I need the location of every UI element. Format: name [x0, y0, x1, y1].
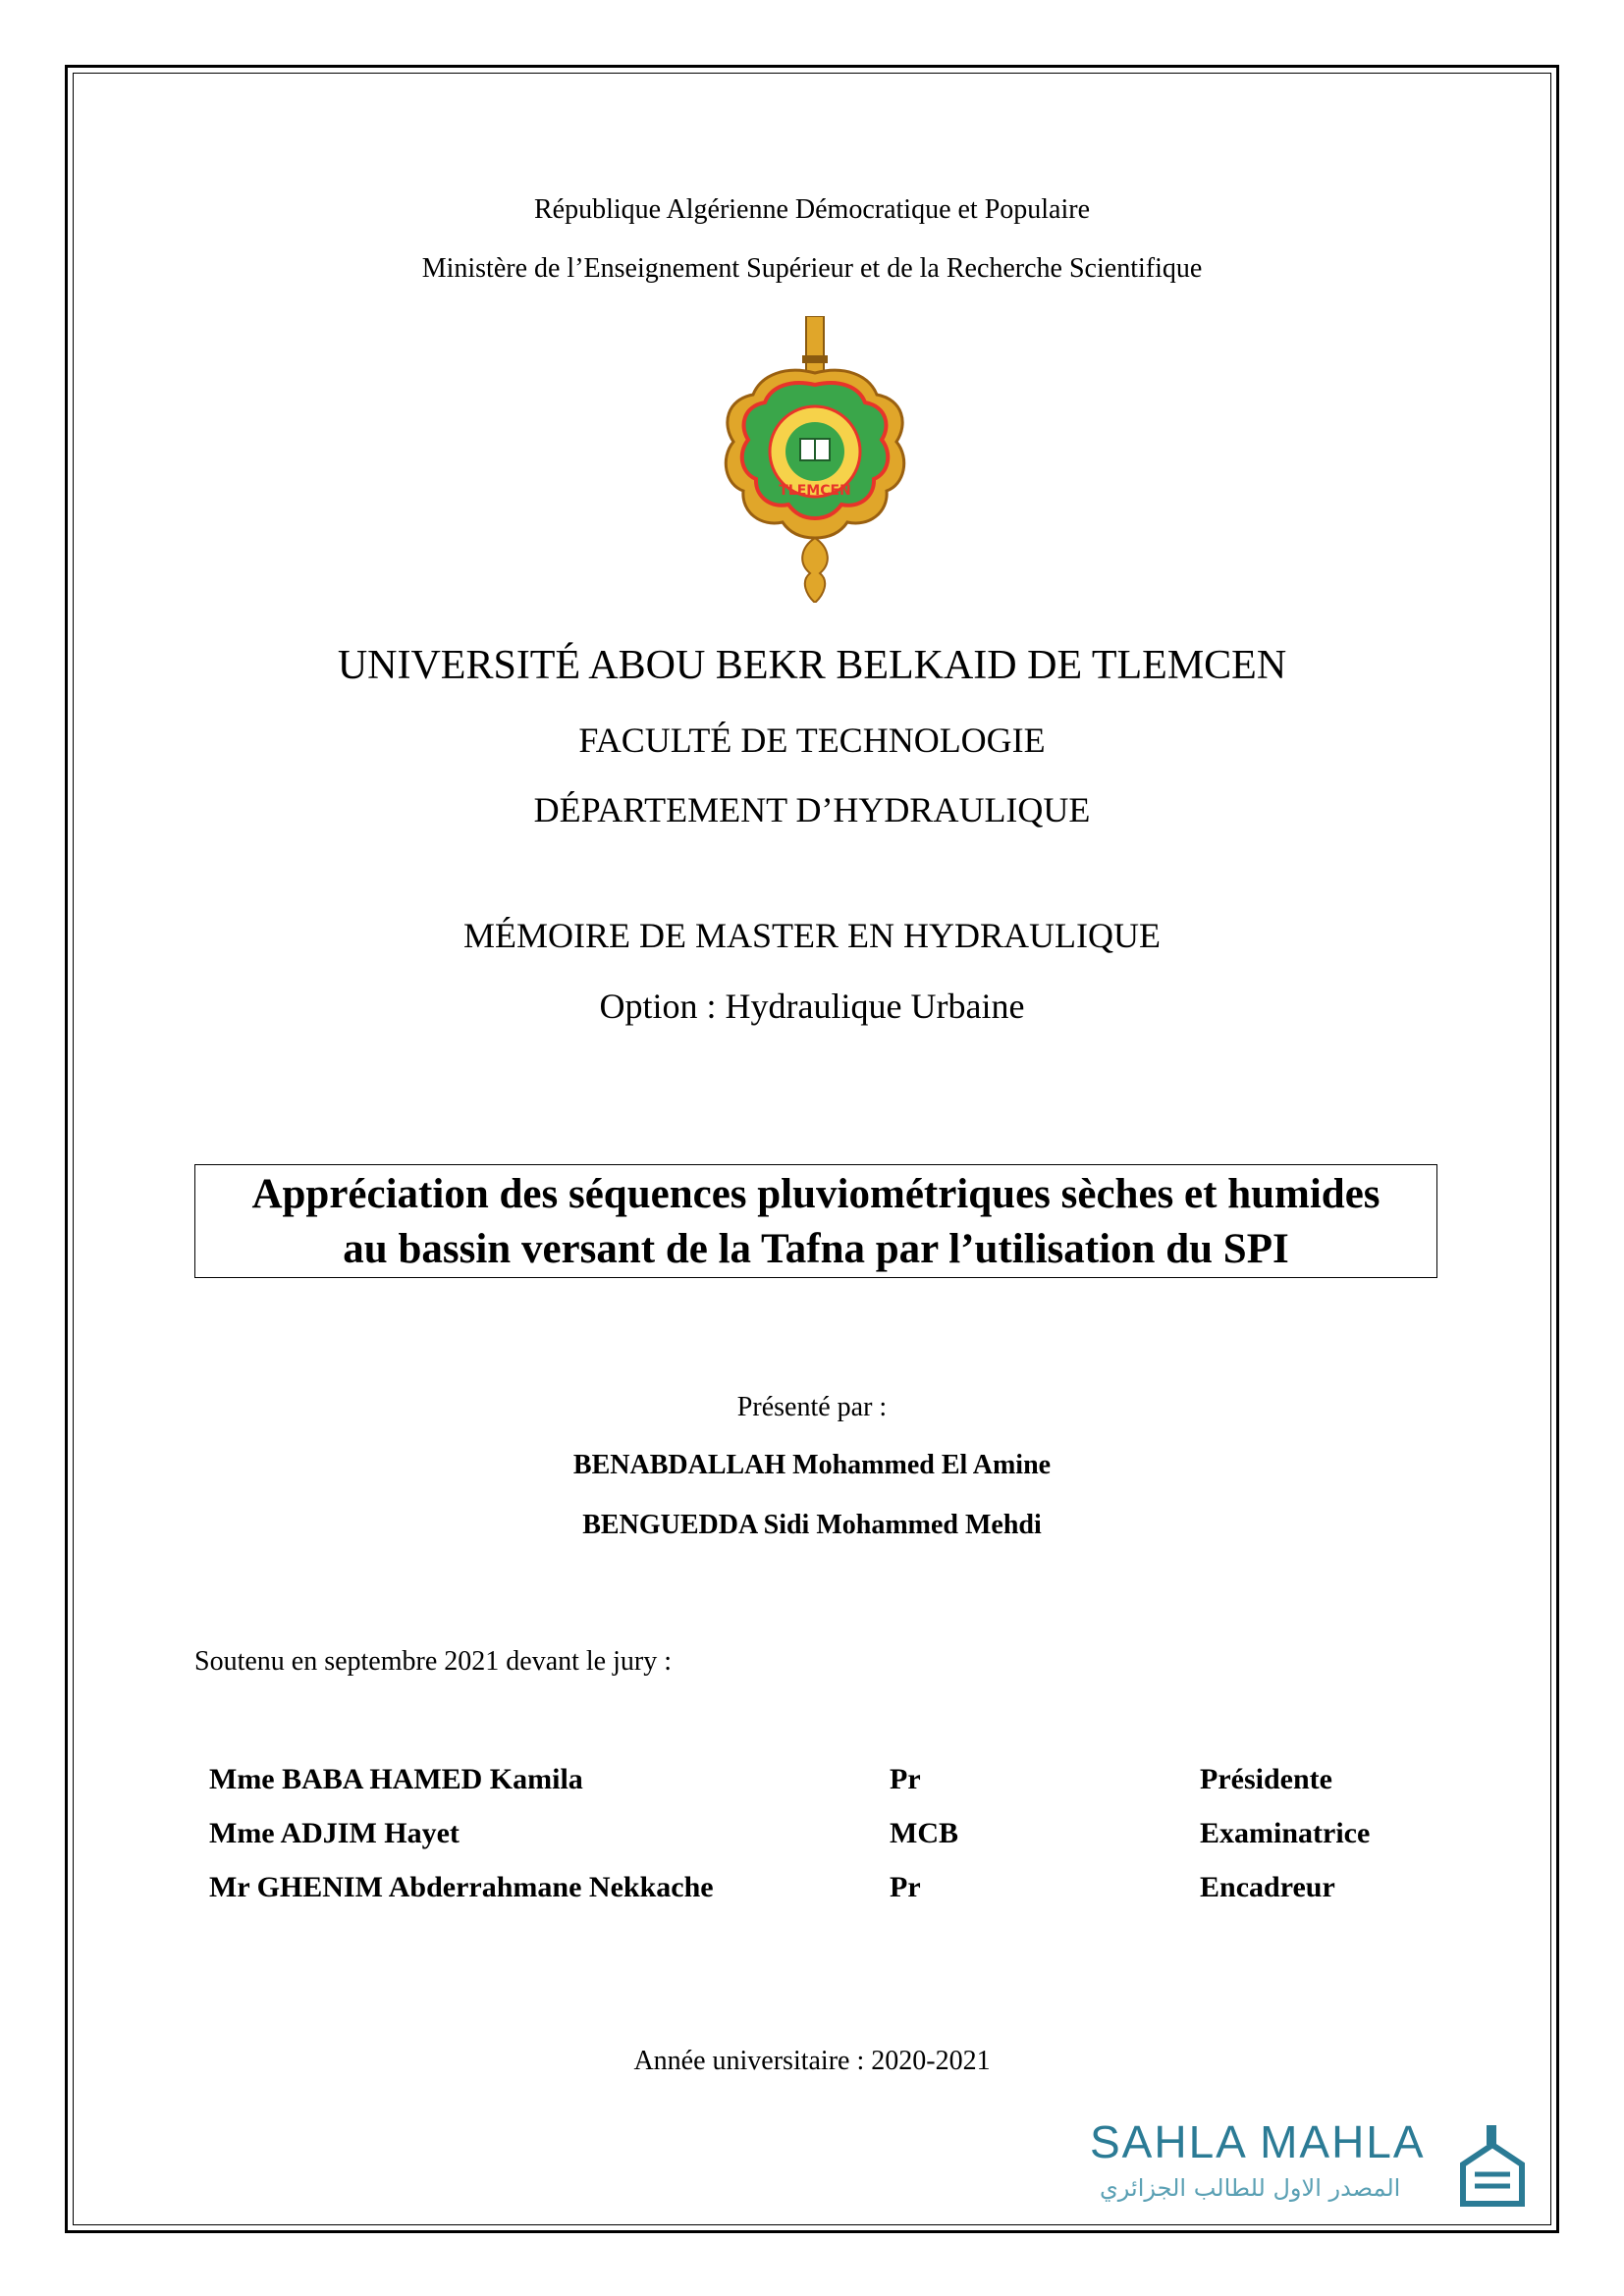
academic-year: Année universitaire : 2020-2021	[633, 2046, 991, 2076]
author-name: BENGUEDDA Sidi Mohammed Mehdi	[582, 1510, 1042, 1540]
jury-row	[0, 1871, 1624, 1910]
country-name: République Algérienne Démocratique et Populaire	[533, 194, 1091, 225]
jury-member-grade: Pr	[890, 1763, 921, 1795]
department-name: DÉPARTEMENT D’HYDRAULIQUE	[533, 790, 1091, 829]
jury-member-name: Mme BABA HAMED Kamila	[209, 1763, 583, 1795]
sahla-mahla-logo-icon	[1453, 2125, 1532, 2214]
jury-member-role: Encadreur	[1200, 1871, 1335, 1903]
ministry-name: Ministère de l’Enseignement Supérieur et de la Recherche Scientifique	[421, 253, 1203, 284]
thesis-title-line1: Appréciation des séquences pluviométriques sèches et humides	[251, 1171, 1380, 1217]
jury-member-role: Présidente	[1200, 1763, 1332, 1795]
jury-member-role: Examinatrice	[1200, 1817, 1371, 1849]
jury-row	[0, 1763, 1624, 1802]
faculty-name: FACULTÉ DE TECHNOLOGIE	[578, 721, 1046, 760]
sahla-mahla-watermark	[1090, 2115, 1542, 2223]
thesis-title-line2: au bassin versant de la Tafna par l’utilisation du SPI	[343, 1226, 1289, 1272]
jury-row	[0, 1817, 1624, 1856]
logo-text: TLEMCEN	[779, 483, 851, 499]
jury-member-grade: MCB	[890, 1817, 958, 1849]
jury-intro: Soutenu en septembre 2021 devant le jury :	[194, 1646, 672, 1677]
jury-member-grade: Pr	[890, 1871, 921, 1903]
thesis-title-box	[194, 1164, 1437, 1278]
degree-title: MÉMOIRE DE MASTER EN HYDRAULIQUE	[463, 916, 1161, 955]
watermark-brand: SAHLA MAHLA	[1090, 2116, 1426, 2167]
university-name: UNIVERSITÉ ABOU BEKR BELKAID DE TLEMCEN	[337, 643, 1287, 688]
author-name: BENABDALLAH Mohammed El Amine	[572, 1450, 1052, 1480]
jury-member-name: Mr GHENIM Abderrahmane Nekkache	[209, 1871, 714, 1903]
watermark-tagline: المصدر الاول للطالب الجزائري	[1100, 2174, 1401, 2202]
option-label: Option : Hydraulique Urbaine	[599, 987, 1025, 1026]
jury-member-name: Mme ADJIM Hayet	[209, 1817, 460, 1849]
university-logo-icon	[722, 316, 908, 603]
presented-by-label: Présenté par :	[736, 1392, 888, 1422]
